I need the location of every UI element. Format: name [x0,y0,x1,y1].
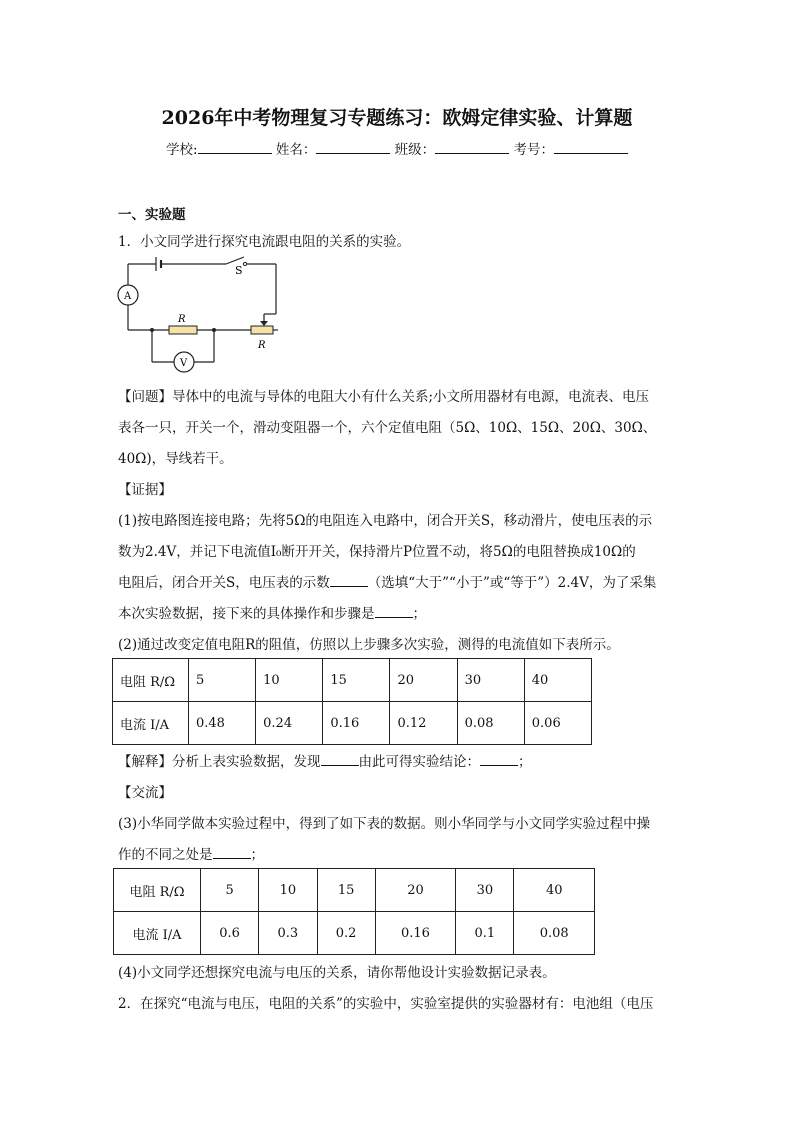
class-blank [435,141,509,154]
answer-blank-5[interactable] [213,846,251,859]
circuit-diagram [114,252,294,376]
school-label: 学校: [166,142,198,158]
answer-blank-3[interactable] [321,753,359,766]
answer-blank-1[interactable] [330,574,368,587]
part1-line-1: (1)按电路图连接电路；先将5Ω的电阻连入电路中，闭合开关S，移动滑片，使电压表的示 [118,513,653,529]
question-line-3: 40Ω)，导线若干。 [118,451,233,467]
data-table-2 [113,868,595,955]
name-label: 姓名： [275,142,317,158]
exam-no-blank [554,141,628,154]
q2-stem: 2．在探究“电流与电压，电阻的关系”的实验中，实验室提供的实验器材有：电池组（电压 [118,996,654,1012]
question-line-2: 表各一只，开关一个，滑动变阻器一个，六个定值电阻（5Ω、10Ω、15Ω、20Ω、30Ω、 [118,420,657,436]
evidence-heading: 【证据】 [118,482,172,498]
part1-line-4: 本次实验数据，接下来的具体操作和步骤是 ； [118,606,426,622]
switch-label: S [235,264,243,277]
fixed-resistor [169,326,197,334]
rheostat-label: R [258,340,266,351]
part3-line-1: (3)小华同学做本实验过程中，得到了如下表的数据。则小华同学与小文同学实验过程中操 [118,816,651,832]
part3-line-2: 作的不同之处是 ； [118,847,264,863]
name-blank [316,141,390,154]
answer-blank-2[interactable] [375,605,413,618]
page-title: 2026年中考物理复习专题练习：欧姆定律实验、计算题 [161,107,633,129]
explain-line: 【解释】分析上表实验数据，发现 由此可得实验结论： ； [118,754,532,770]
table-row: 电流 I/A 0.6 0.3 0.2 0.16 0.1 0.08 [114,912,595,955]
q1-stem: 1．小文同学进行探究电流跟电阻的关系的实验。 [118,234,411,250]
rheostat [251,326,273,334]
switch-blade [226,257,244,264]
resistor-label: R [178,314,186,325]
question-line-1: 【问题】导体中的电流与导体的电阻大小有什么关系;小文所用器材有电源，电流表、电压 [118,389,650,405]
data-table-1 [112,658,592,745]
school-blank [198,141,272,154]
class-label: 班级： [394,142,436,158]
answer-blank-4[interactable] [480,753,518,766]
part4-line: (4)小文同学还想探究电流与电压的关系，请你帮他设计实验数据记录表。 [118,965,556,981]
ammeter-label: A [124,291,132,302]
exam-no-label: 考号： [513,142,554,158]
exchange-heading: 【交流】 [118,785,172,801]
table-row: 电阻 R/Ω 5 10 15 20 30 40 [113,659,592,702]
part1-line-2: 数为2.4V，并记下电流值I₀断开开关，保持滑片P位置不动，将5Ω的电阻替换成10Ω的 [118,544,636,560]
table-row: 电阻 R/Ω 5 10 15 20 30 40 [114,869,595,912]
table-row: 电流 I/A 0.48 0.24 0.16 0.12 0.08 0.06 [113,702,592,745]
section-heading: 一、实验题 [118,207,186,223]
part1-line-3: 电阻后，闭合开关S，电压表的示数 （选填“大于”“小于”或“等于”）2.4V，为了采集 [118,575,657,591]
student-info-row [0,138,794,158]
slider-arrow-icon [260,321,268,326]
voltmeter-label: V [180,358,188,369]
part2-line: (2)通过改变定值电阻R的阻值，仿照以上步骤多次实验，测得的电流值如下表所示。 [118,637,620,653]
